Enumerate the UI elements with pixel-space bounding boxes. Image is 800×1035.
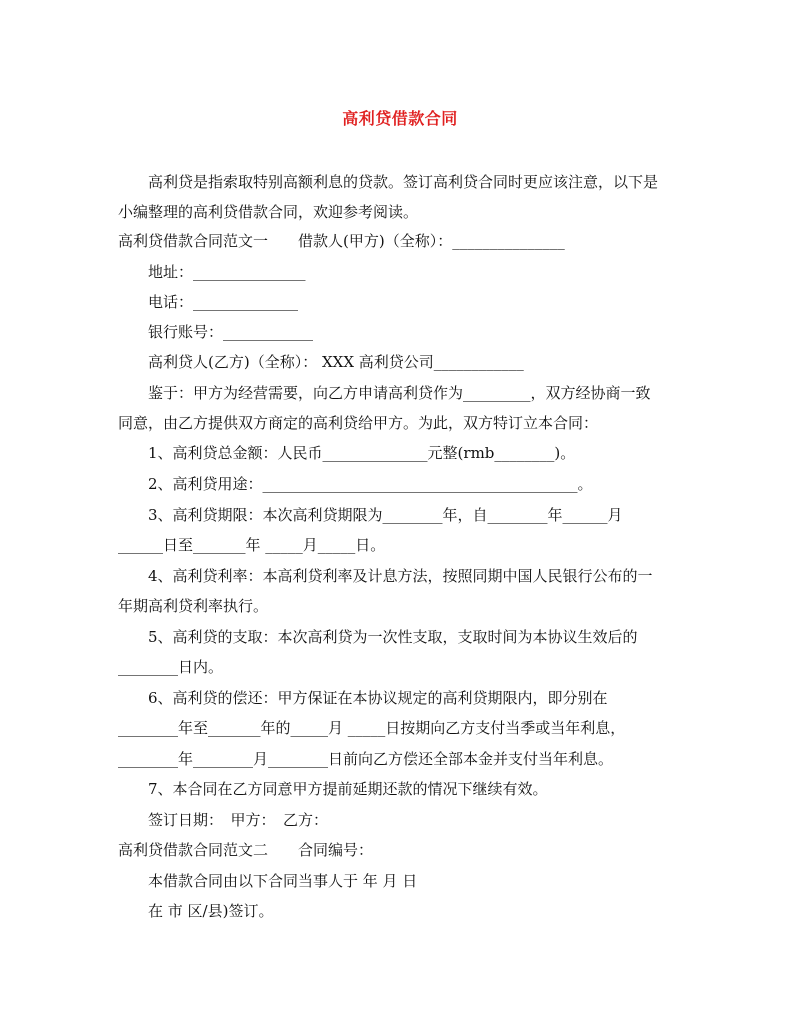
paragraph-line: 小编整理的高利贷借款合同，欢迎参考阅读。	[118, 203, 419, 221]
paragraph-line: 同意，由乙方提供双方商定的高利贷给甲方。为此，双方特订立本合同：	[118, 414, 599, 432]
paragraph-line: 电话：______________	[148, 293, 299, 311]
paragraph-line: 4、高利贷利率：本高利贷利率及计息方法，按照同期中国人民银行公布的一	[148, 567, 653, 585]
paragraph-line: 鉴于：甲方为经营需要，向乙方申请高利贷作为_________，双方经协商一致	[148, 384, 651, 402]
paragraph-line: 1、高利贷总金额：人民币______________元整(rmb________)。	[148, 444, 576, 462]
paragraph-line: 签订日期： 甲方： 乙方：	[148, 811, 329, 829]
paragraph-line: 高利贷人(乙方)（全称）： XXX 高利贷公司____________	[148, 353, 524, 371]
paragraph-line: 本借款合同由以下合同当事人于 年 月 日	[148, 872, 418, 890]
paragraph-line: 在 市 区/县)签订。	[148, 902, 274, 920]
paragraph-line: 年期高利贷利率执行。	[118, 597, 269, 615]
paragraph-line: 7、本合同在乙方同意甲方提前延期还款的情况下继续有效。	[148, 780, 548, 798]
paragraph-line: 高利贷是指索取特别高额利息的贷款。签订高利贷合同时更应该注意，以下是	[148, 173, 659, 191]
document-title: 高利贷借款合同	[342, 109, 458, 128]
paragraph-line: ________年________月________日前向乙方偿还全部本金并支付当年利息。	[118, 750, 614, 768]
paragraph-line: 5、高利贷的支取：本次高利贷为一次性支取，支取时间为本协议生效后的	[148, 628, 638, 646]
paragraph-line: 高利贷借款合同范文一 借款人(甲方)（全称）：_______________	[118, 232, 565, 250]
paragraph-line: ______日至_______年 _____月_____日。	[118, 536, 386, 554]
paragraph-line: 2、高利贷用途：__________________________________________。	[148, 475, 593, 493]
paragraph-line: 3、高利贷期限：本次高利贷期限为________年，自________年______月	[148, 506, 623, 524]
paragraph-line: 地址：_______________	[148, 263, 306, 281]
paragraph-line: 银行账号：____________	[148, 323, 314, 341]
paragraph-line: 高利贷借款合同范文二 合同编号：	[118, 841, 374, 859]
paragraph-line: 6、高利贷的偿还：甲方保证在本协议规定的高利贷期限内，即分别在	[148, 689, 608, 707]
paragraph-line: ________年至_______年的_____月 _____日按期向乙方支付当季或当年利息，	[118, 719, 626, 737]
paragraph-line: ________日内。	[118, 658, 224, 676]
